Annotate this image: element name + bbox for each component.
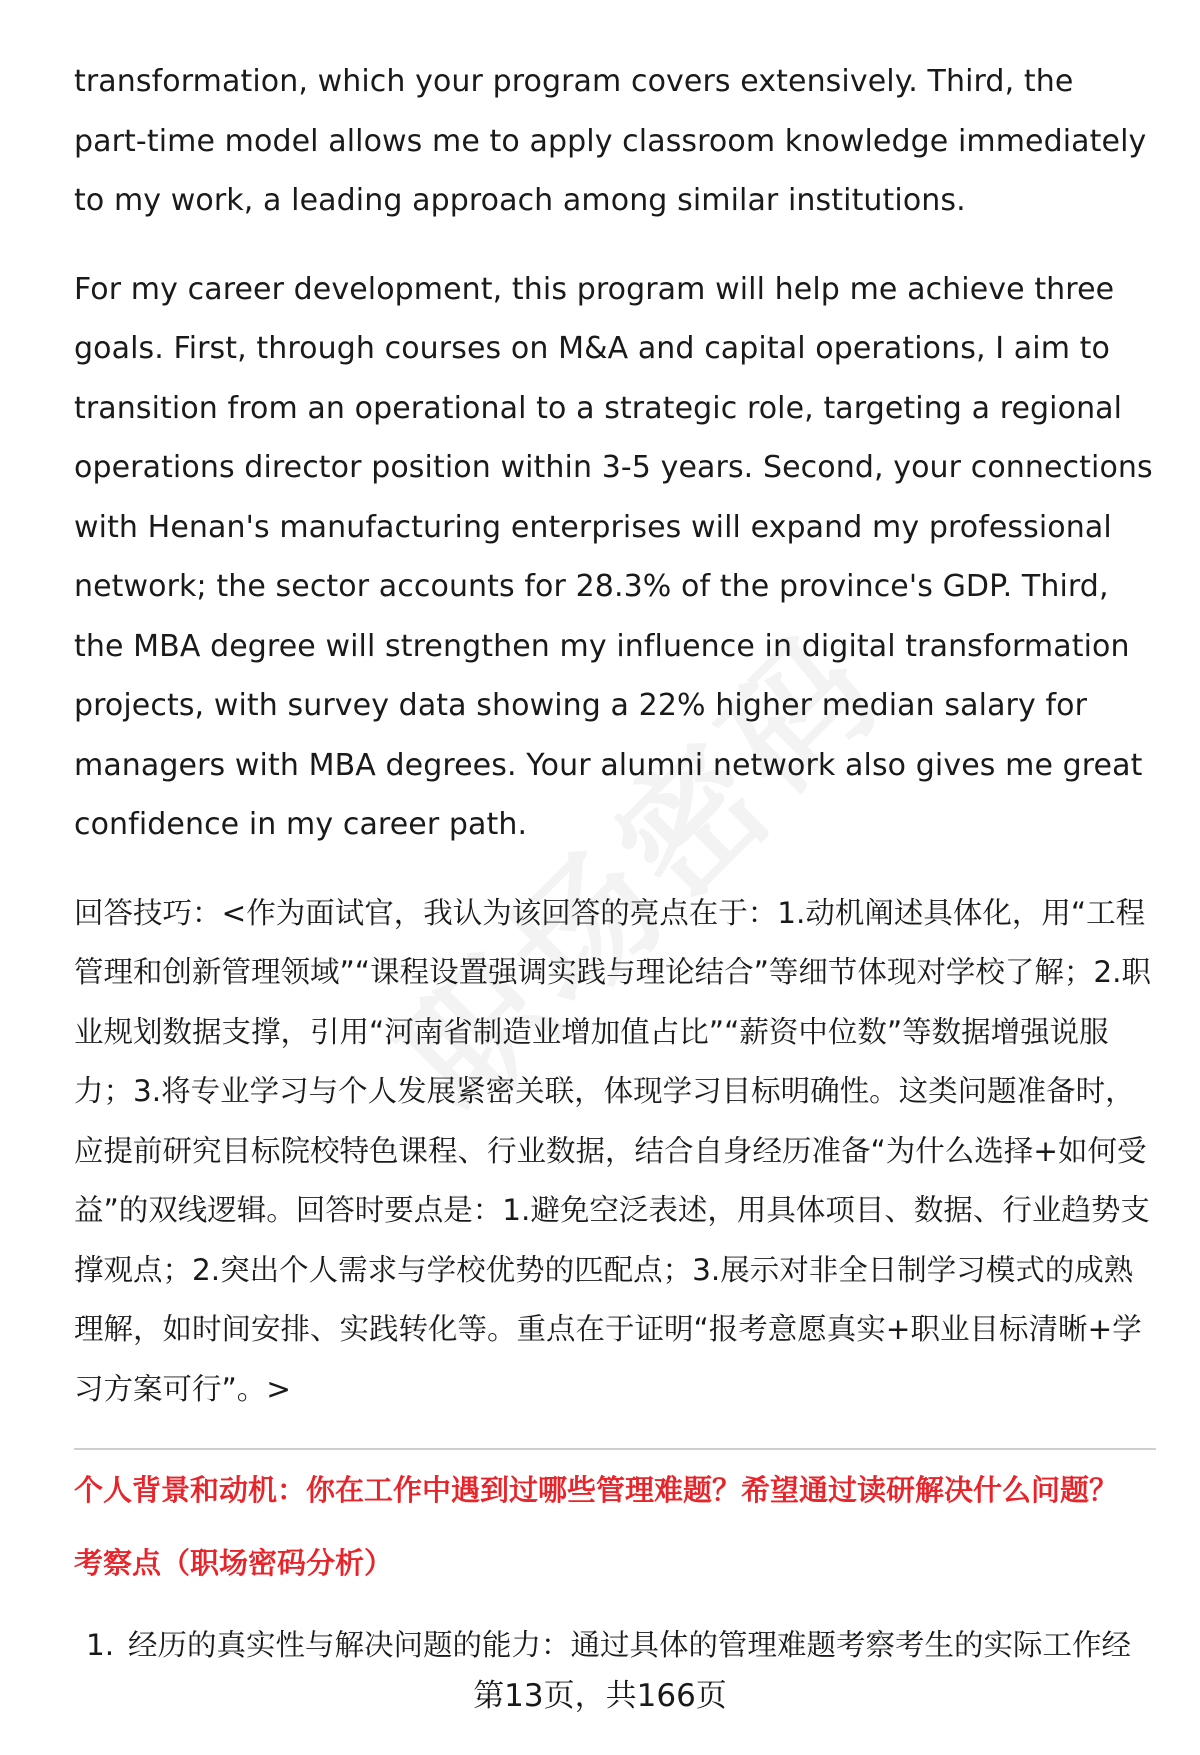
list-item-number: 1.: [86, 1628, 115, 1662]
list-item: [74, 1616, 1154, 1676]
question-heading: 个人背景和动机：你在工作中遇到过哪些管理难题？希望通过读研解决什么问题？: [74, 1473, 1119, 1507]
document-content: [74, 52, 1154, 1676]
section-heading: 考察点（职场密码分析）: [74, 1546, 394, 1580]
body-paragraph: For my career development, this program will help me achieve three goals. First, through courses on M&A and capital operations, I aim to transition from an operational to a strategic role, targeting a regional operations director position within 3-5 years. Second, your connections with Henan's manufacturing enterprises will expand my professional network; the sector accounts for 28.3% of the province's GDP. Third, the MBA degree will strengthen my influence in digital transformation projects, with survey data showing a 22% higher median salary for managers with MBA degrees. Your alumni network also gives me great confidence in my career path.: [74, 271, 1153, 842]
section-divider: [74, 1448, 1156, 1450]
answer-tips-paragraph: 回答技巧：<作为面试官，我认为该回答的亮点在于：1.动机阐述具体化，用“工程管理和创新管理领域”“课程设置强调实践与理论结合”等细节体现对学校了解；2.职业规划数据支撑，引用“河南省制造业增加值占比”“薪资中位数”等数据增强说服力；3.将专业学习与个人发展紧密关联，体现学习目标明确性。这类问题准备时，应提前研究目标院校特色课程、行业数据，结合自身经历准备“为什么选择+如何受益”的双线逻辑。回答时要点是：1.避免空泛表述，用具体项目、数据、行业趋势支撑观点；2.突出个人需求与学校优势的匹配点；3.展示对非全日制学习模式的成熟理解，如时间安排、实践转化等。重点在于证明“报考意愿真实+职业目标清晰+学习方案可行”。>: [74, 895, 1151, 1406]
page-number-footer: 第13页，共166页: [473, 1678, 727, 1714]
assessment-points-list: [74, 1616, 1154, 1676]
list-item-text: 经历的真实性与解决问题的能力：通过具体的管理难题考察考生的实际工作经: [128, 1628, 1132, 1662]
body-paragraph: transformation, which your program covers extensively. Third, the part-time model allows me to apply classroom knowledge immediately to my work, a leading approach among similar institutions.: [74, 64, 1147, 218]
